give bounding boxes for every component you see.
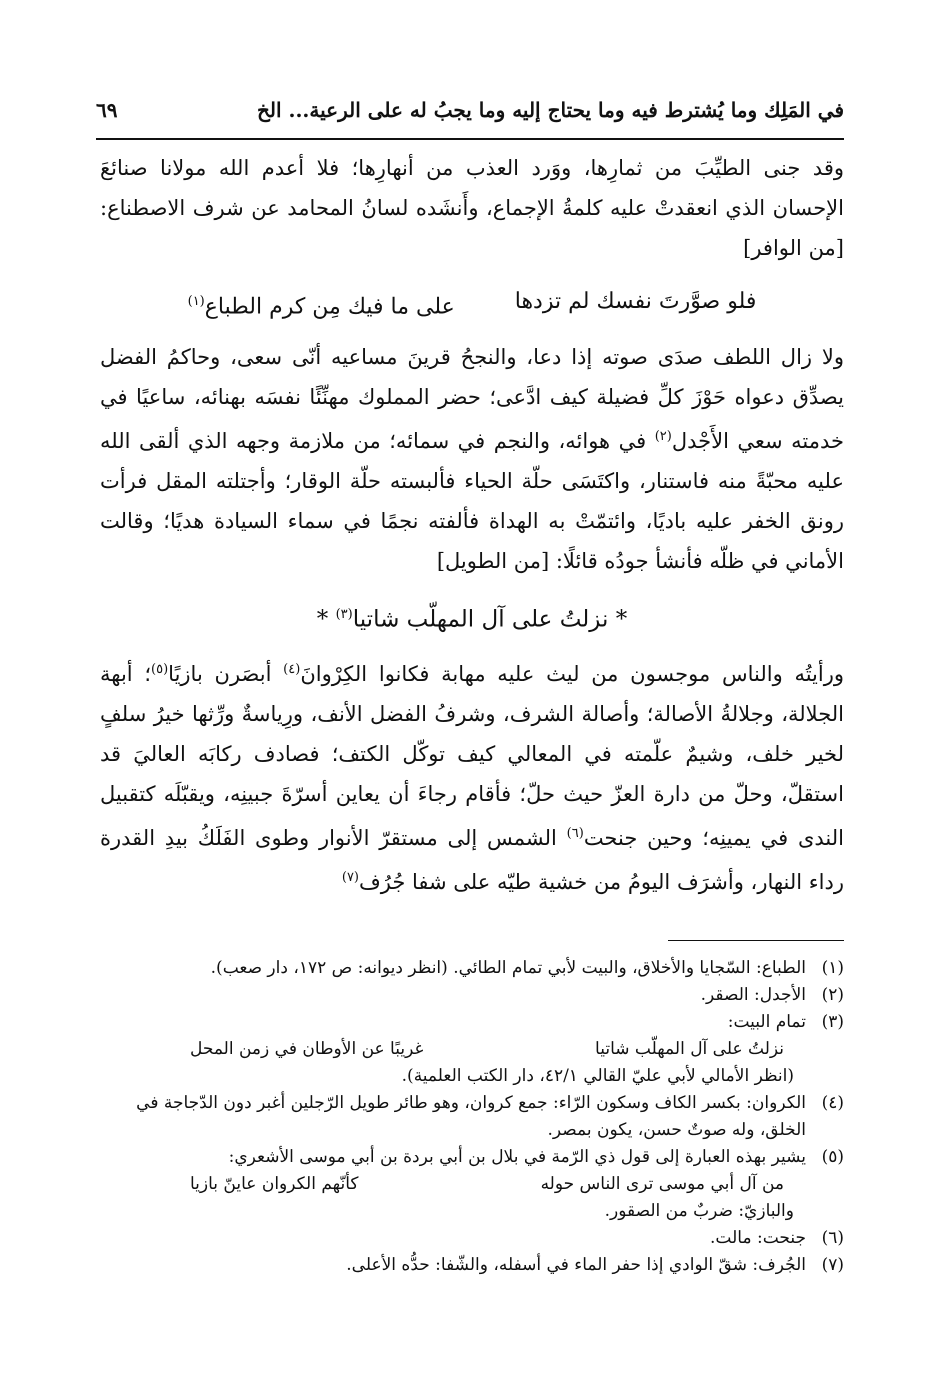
page-number: ٦٩ [96,98,118,122]
footnote-2: (٢) الأجدل: الصقر. [700,985,844,1005]
footnote-3-reference: (انظر الأمالي لأبي عليّ القالي ٤٢/١، دار الكتب العلمية). [401,1066,794,1086]
verse-1-hemistich-a: فلو صوَّرتَ نفسك لم تزدها [514,289,757,314]
footnote-3: (٣) تمام البيت: [727,1012,844,1032]
footnote-ref-7: (٧) [341,869,359,885]
paragraph-2: ولا زال اللطف صدَى صوته إذا دعا، والنجحُ قرينَ مساعيه أنّى سعى، وحاكمُ الفضل يصدِّق دعواه حَوْزَ كلِّ فضيلة كيف ادَّعى؛ حضر المملوك مهنِّئًا نفسَه بهنائه، ساعيًا في خدمته سعي الأَجْدل$^{(٢)}$ في هوائه، والنجم في سمائه؛ من ملازمة وجهه الذي ألقى الله عليه محبّةً منه فاستنار، واكتَسَى حلّة الحياء فألبسته حلّة الوقار؛ وأجتلته المقل فرأت رونق الخفر عليه باديًا، وائتمّتْ به الهداة فألفته نجمًا في سماء السيادة هديًا؛ وقالت الأماني في ظلّه فأنشأ جودُه قائلًا: [من الطويل] [100,345,844,574]
footnote-ref-4: (٤) [283,661,301,677]
paragraph-1: وقد جنى الطيِّبَ من ثمارِها، ووَرد العذب من أنهارِها؛ فلا أعدم الله مولانا صنائعَ الإحسان الذي انعقدتْ عليه كلمةُ الإجماع، وأَنشَده لسانُ المحامد عن شرف الاصطناع: [من الوافر] [100,156,844,260]
footnote-ref-1: (١) [187,294,205,309]
running-title: في المَلِك وما يُشترط فيه وما يحتاج إليه وما يجبُ له على الرعية... الخ [256,98,844,122]
verse-2: * نزلتُ على آل المهلّب شاتيا$^{(٣)}$ * [316,606,628,633]
page-header [96,98,844,122]
footnote-ref-6: (٦) [566,825,584,841]
footnote-5-note: والبازيّ: ضربٌ من الصقور. [604,1201,794,1221]
footnote-7: (٧) الجُرف: شقّ الوادي إذا حفر الماء في أسفله، والشّفا: حدُّه الأعلى. [346,1255,844,1275]
footnote-ref-5: (٥) [151,661,169,677]
footnote-ref-2: (٢) [654,429,672,445]
main-text [100,148,844,902]
footnote-5-verse: من آل أبي موسى ترى الناس حوله كأنّهم الكروان عاينّ بازيا [190,1174,784,1194]
verse-1 [100,282,844,327]
header-rule [96,138,844,140]
footnote-5: (٥) يشير بهذه العبارة إلى قول ذي الرّمة في بلال بن أبي بردة بن أبي موسى الأشعري: [228,1147,844,1167]
footnote-ref-3: (٣) [335,607,353,623]
footnote-rule [668,940,844,941]
footnotes [100,955,844,1279]
footnote-6: (٦) جنحت: مالت. [710,1228,844,1248]
paragraph-3: ورأيتُه والناس موجسون من ليث عليه مهابة فكانوا الكِرْوانَ$^{(٤)}$ أبصَرن بازيًا$^{(٥)}$؛ أبهة الجلالة، وجلالةُ الأصالة؛ وأصالة الشرف، وشرفُ الفضل الأنف، ورِياسةٌ ورِّثها خيرُ سلفٍ لخير خلف، وشيمٌ علّمته في المعالي كيف توكّل الكتف؛ فصادف ركابَه العاليَ قد استقلّ، وحلّ من دارة العزّ حيث حلّ؛ فأقام رجاءَ أن يعاين أسرّةَ جبينِه، ويقبّلَه كتقبيل الندى في يمينِه؛ وحين جنحت$^{(٦)}$ الشمس إلى مستقرّ الأنوار وطوى الفَلَكُ بيدِ القدرة رداء النهار، وأشرَف اليومُ من خشية طيّه على شفا جُرُف$^{(٧)}$ [100,661,845,894]
footnote-3-verse: نزلتُ على آل المهلّب شاتيا غريبًا عن الأوطان في زمن المحل [190,1039,784,1059]
footnote-1: (١) الطباع: السّجايا والأخلاق، والبيت لأبي تمام الطائي. (انظر ديوانه: ص ١٧٢، دار صعب). [210,958,844,978]
footnote-4: (٤) الكروان: بكسر الكاف وسكون الرّاء: جمع كروان، وهو طائر طويل الرّجلين أغبر دون الدّجاجة في الخلق، وله صوتٌ حسن، يكون بمصر. [136,1093,844,1140]
verse-1-hemistich-b: على ما فيك مِن كرم الطباع$^{(١)}$ [187,294,455,320]
